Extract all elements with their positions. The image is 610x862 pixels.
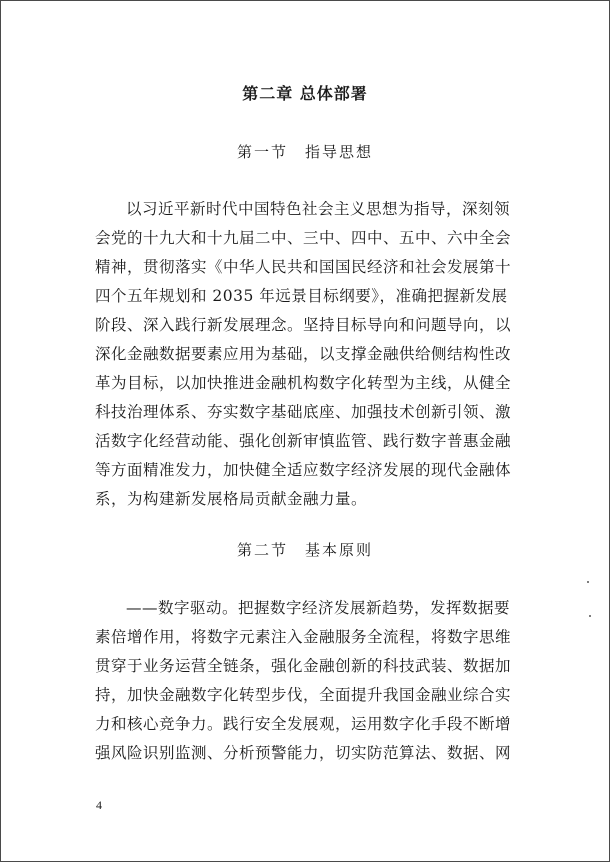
paragraph-line: 革为目标，以加快推进金融机构数字化转型为主线，从健全 [95, 374, 512, 392]
scan-speck [589, 615, 591, 617]
paragraph-line: 深化金融数据要素应用为基础，以支撑金融供给侧结构性改 [95, 345, 512, 363]
paragraph-line: 系，为构建新发展格局贡献金融力量。 [95, 490, 368, 508]
paragraph-line: 精神，贯彻落实《中华人民共和国国民经济和社会发展第十 [95, 258, 512, 276]
page-number: 4 [96, 798, 102, 812]
paragraph-line: 素倍增作用，将数字元素注入金融服务全流程，将数字思维 [95, 628, 512, 646]
paragraph-line: 强风险识别监测、分析预警能力，切实防范算法、数据、网 [95, 744, 512, 762]
paragraph-line: ——数字驱动。把握数字经济发展新趋势，发挥数据要 [126, 599, 511, 617]
paragraph-line: 活数字化经营动能、强化创新审慎监管、践行数字普惠金融 [95, 432, 512, 450]
paragraph-line: 等方面精准发力，加快健全适应数字经济发展的现代金融体 [95, 461, 512, 479]
paragraph-line: 以习近平新时代中国特色社会主义思想为指导，深刻领 [126, 200, 511, 218]
paragraph-basic-principles [95, 594, 525, 768]
paragraph-line: 力和核心竞争力。践行安全发展观，运用数字化手段不断增 [95, 715, 512, 733]
chapter-title: 第二章 总体部署 [242, 84, 368, 103]
paragraph-line: 科技治理体系、夯实数字基础底座、加强技术创新引领、激 [95, 403, 512, 421]
section-title-guiding-ideology: 第一节 指导思想 [236, 143, 373, 161]
scan-speck [587, 581, 589, 583]
section-title-basic-principles: 第二节 基本原则 [236, 541, 373, 559]
paragraph-line: 贯穿于业务运营全链条，强化金融创新的科技武装、数据加 [95, 657, 512, 675]
paragraph-line: 持，加快金融数字化转型步伐，全面提升我国金融业综合实 [95, 686, 512, 704]
paragraph-line: 四个五年规划和 2035 年远景目标纲要》，准确把握新发展 [95, 287, 508, 305]
paragraph-line: 会党的十九大和十九届二中、三中、四中、五中、六中全会 [95, 229, 512, 247]
paragraph-guiding-ideology [95, 195, 525, 514]
paragraph-line: 阶段、深入践行新发展理念。坚持目标导向和问题导向，以 [95, 316, 512, 334]
